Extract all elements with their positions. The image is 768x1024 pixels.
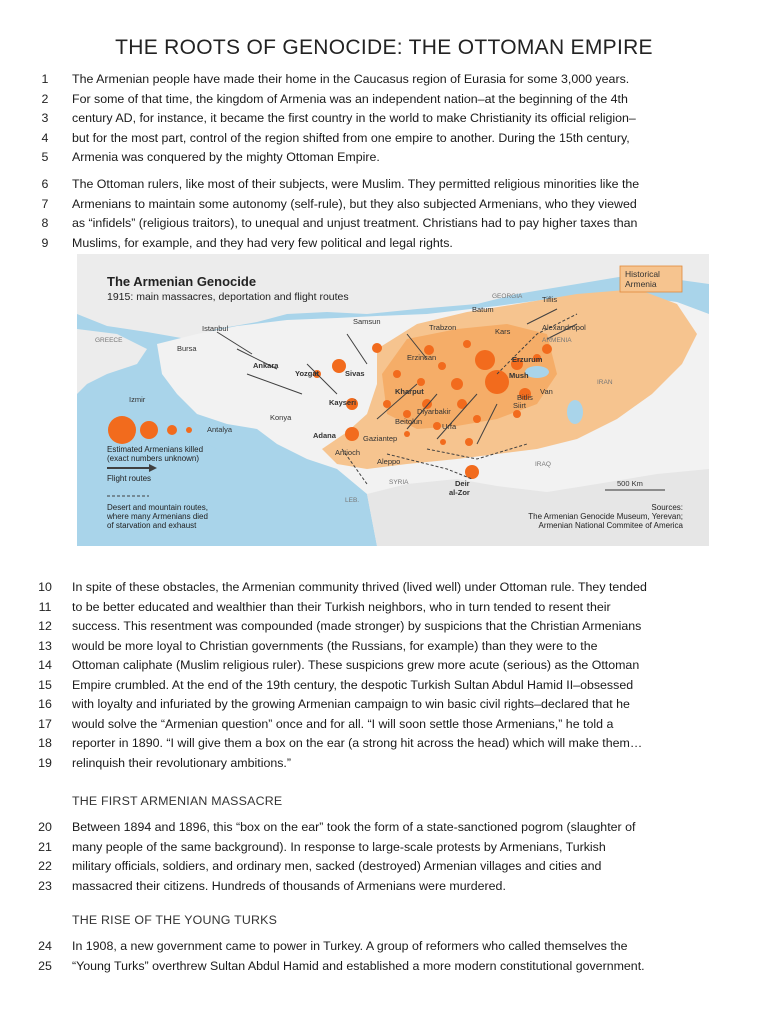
country-leb: LEB. [345, 497, 360, 504]
line-number: 16 [38, 697, 52, 711]
text-line [0, 578, 768, 598]
line-number: 7 [41, 196, 49, 211]
paragraph-5 [0, 937, 768, 976]
line-text: reporter in 1890. “I will give them a box on the ear (a strong hit across the head) which will make them… [72, 736, 643, 750]
line-number: 5 [41, 150, 49, 164]
city-bursa: Bursa [177, 344, 197, 353]
line-number: 9 [41, 235, 49, 250]
line-text: military officials, soldiers, and ordinary men, sacked (destroyed) Armenian villages and cities and [72, 859, 602, 873]
sources-heading: Sources: [651, 503, 683, 512]
country-greece: GREECE [95, 337, 123, 344]
line-number: 19 [38, 755, 52, 770]
line-text: For some of that time, the kingdom of Armenia was an independent nation–at the beginning of the 4th [72, 91, 628, 106]
lake-urmia [567, 400, 583, 424]
city-kars: Kars [495, 327, 511, 336]
line-number: 25 [38, 958, 52, 973]
city-antioch: Antioch [335, 448, 361, 457]
armenian-genocide-map [77, 254, 709, 546]
city-adana: Adana [313, 431, 336, 440]
country-iraq: IRAQ [535, 461, 551, 468]
city-al-zor: al-Zor [449, 488, 470, 497]
line-number: 21 [38, 839, 52, 854]
text-line [0, 818, 768, 838]
city-mush: Mush [509, 371, 529, 380]
city-bitlis: Bitlis [517, 393, 533, 402]
text-line [0, 637, 768, 657]
line-number: 20 [38, 820, 52, 834]
text-line [0, 617, 768, 637]
line-number: 8 [41, 216, 49, 230]
heading-first-massacre: THE FIRST ARMENIAN MASSACRE [72, 794, 283, 808]
text-line [0, 656, 768, 676]
city-izmir: Izmir [129, 395, 146, 404]
text-line [0, 754, 768, 774]
city-yozgat: Yozgat [295, 369, 320, 378]
line-text: Muslims, for example, and they had very few political and legal rights. [72, 235, 453, 250]
line-number: 4 [41, 130, 49, 145]
text-line [0, 957, 768, 977]
sources-line-2: Armenian National Commitee of America [538, 521, 683, 530]
line-number: 12 [38, 619, 52, 633]
scale-label: 500 Km [617, 479, 643, 488]
city-antalya: Antalya [207, 425, 233, 434]
line-number: 24 [38, 939, 52, 953]
line-text: relinquish their revolutionary ambitions.” [72, 755, 292, 770]
line-number: 14 [38, 658, 52, 672]
line-number: 13 [38, 638, 52, 653]
line-text: The Ottoman rulers, like most of their subjects, were Muslim. They permitted religious minorities like the [72, 177, 640, 191]
text-line [0, 214, 768, 234]
line-text: The Armenian people have made their home in the Caucasus region of Eurasia for some 3,000 years. [72, 72, 630, 86]
text-line [0, 175, 768, 195]
line-text: Between 1894 and 1896, this “box on the ear” took the form of a state-sanctioned pogrom (slaughter of [72, 820, 636, 834]
text-line [0, 734, 768, 754]
line-text: with loyalty and infuriated by the growing Armenian campaign to win basic civil rights–declared that he [72, 697, 630, 711]
legend-desert-3: of starvation and exhaust [107, 521, 197, 530]
city-erzurum: Erzurum [512, 355, 543, 364]
line-number: 18 [38, 736, 52, 750]
country-armenia: ARMENIA [542, 337, 572, 344]
legend-desert-2: where many Armenians died [107, 512, 208, 521]
text-line [0, 857, 768, 877]
historical-armenia-label-2: Armenia [625, 279, 657, 289]
line-text: Empire crumbled. At the end of the 19th century, the despotic Turkish Sultan Abdul Hamid II–obsessed [72, 677, 634, 692]
line-number: 15 [38, 677, 52, 692]
paragraph-4 [0, 818, 768, 896]
line-number: 3 [41, 111, 49, 125]
line-text: Ottoman caliphate (Muslim religious ruler). These suspicions grew more acute (serious) as the Ottoman [72, 658, 640, 672]
line-text: massacred their citizens. Hundreds of thousands of Armenians were murdered. [72, 878, 506, 893]
line-number: 10 [38, 580, 52, 594]
line-text: would be more loyal to Christian governments (the Russians, for example) than they were to the [72, 638, 598, 653]
legend-killed-1: Estimated Armenians killed [107, 445, 204, 454]
city-istanbul: Istanbul [202, 324, 229, 333]
line-number: 1 [41, 72, 49, 86]
text-line [0, 234, 768, 254]
text-line [0, 90, 768, 110]
page-title: THE ROOTS OF GENOCIDE: THE OTTOMAN EMPIRE [115, 36, 653, 59]
city-beitolun: Beitolun [395, 417, 423, 426]
line-text: to be better educated and wealthier than their Turkish neighbors, who in turn tended to resent their [72, 599, 611, 614]
text-line [0, 838, 768, 858]
legend-flight: Flight routes [107, 474, 152, 483]
text-line [0, 109, 768, 129]
text-line [0, 129, 768, 149]
legend-desert-1: Desert and mountain routes, [107, 503, 208, 512]
line-number: 6 [41, 177, 49, 191]
line-text: but for the most part, control of the region shifted from one empire to another. During the 15th century, [72, 130, 630, 145]
country-georgia: GEORGIA [492, 293, 523, 300]
city-diyarbakir: Diyarbakir [417, 407, 451, 416]
text-line [0, 676, 768, 696]
text-line [0, 598, 768, 618]
paragraph-3 [0, 578, 768, 773]
city-gaziantep: Gaziantep [363, 434, 398, 443]
line-text: Armenia was conquered by the mighty Ottoman Empire. [72, 150, 380, 164]
text-line [0, 70, 768, 90]
paragraph-2 [0, 175, 768, 253]
city-siirt: Siirt [513, 401, 526, 410]
text-line [0, 937, 768, 957]
city-samsun: Samsun [353, 317, 381, 326]
line-text: “Young Turks” overthrew Sultan Abdul Hamid and established a more modern constitutional government. [72, 958, 645, 973]
lake-van [525, 366, 549, 378]
text-line [0, 695, 768, 715]
map-title: The Armenian Genocide [107, 274, 257, 289]
line-text: many people of the same background). In response to large-scale protests by Armenians, Turkish [72, 839, 606, 854]
city-sivas: Sivas [345, 369, 365, 378]
city-kharput: Kharput [395, 387, 424, 396]
line-text: would solve the “Armenian question” once and for all. “I will soon settle those Armenians,” he told a [72, 716, 614, 731]
line-number: 23 [38, 878, 52, 893]
heading-young-turks: THE RISE OF THE YOUNG TURKS [72, 913, 278, 927]
paragraph-1 [0, 70, 768, 168]
line-text: century AD, for instance, it became the first country in the world to make Christianity its official religion– [72, 111, 636, 125]
city-ankara: Ankara [253, 361, 279, 370]
sources-line-1: The Armenian Genocide Museum, Yerevan; [528, 512, 683, 521]
line-text: In spite of these obstacles, the Armenian community thrived (lived well) under Ottoman rule. They tended [72, 580, 647, 594]
city-aleppo: Aleppo [377, 457, 401, 466]
historical-armenia-label-1: Historical [625, 269, 660, 279]
city-konya: Konya [270, 413, 292, 422]
text-line [0, 195, 768, 215]
city-trabzon: Trabzon [429, 323, 457, 332]
legend-killed-2: (exact numbers unknown) [107, 454, 200, 463]
map-subtitle: 1915: main massacres, deportation and flight routes [107, 291, 349, 303]
city-erzincan: Erzincan [407, 353, 437, 362]
city-urfa: Urfa [442, 422, 457, 431]
line-text: as “infidels” (religious traitors), to unequal and unjust treatment. Christians had to pay higher taxes than [72, 216, 638, 230]
line-text: In 1908, a new government came to power in Turkey. A group of reformers who called themselves the [72, 939, 628, 953]
city-tiflis: Tiflis [542, 295, 558, 304]
city-alexandropol: Alexandropol [542, 323, 586, 332]
city-kayseri: Kayseri [329, 398, 357, 407]
country-iran: IRAN [597, 379, 613, 386]
text-line [0, 877, 768, 897]
text-line [0, 148, 768, 168]
line-number: 2 [41, 91, 49, 106]
city-deir: Deir [455, 479, 470, 488]
country-syria: SYRIA [389, 479, 409, 486]
city-van: Van [540, 387, 553, 396]
line-number: 22 [38, 859, 52, 873]
line-text: Armenians to maintain some autonomy (self-rule), but they also subjected Armenians, who they viewed [72, 196, 637, 211]
city-batum: Batum [472, 305, 494, 314]
line-number: 17 [38, 716, 52, 731]
text-line [0, 715, 768, 735]
line-text: success. This resentment was compounded (made stronger) by suspicions that the Christian Armenians [72, 619, 642, 633]
line-number: 11 [38, 599, 52, 614]
